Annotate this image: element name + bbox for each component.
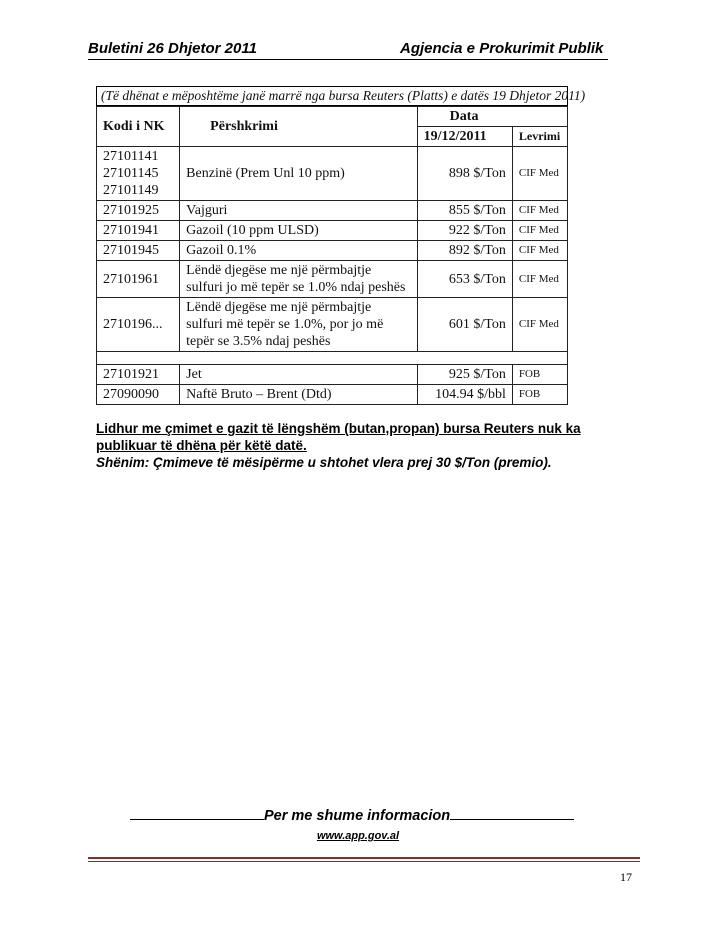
row-code: 27101945 — [97, 241, 180, 261]
footer-url[interactable] — [0, 830, 728, 842]
header-rule — [88, 59, 608, 60]
row-code: 27101921 — [97, 365, 180, 385]
row-desc: Lëndë djegëse me një përmbajtje sulfuri më tepër se 1.0%, por jo më tepër se 3.5% ndaj peshës — [180, 298, 418, 352]
row-code: 27101141 27101145 27101149 — [97, 147, 180, 201]
row-price: 601 $/Ton — [417, 298, 512, 352]
row-code: 2710196... — [97, 298, 180, 352]
row-price: 922 $/Ton — [417, 221, 512, 241]
table-row — [97, 241, 568, 261]
footer-info-text: Per me shume informacion — [264, 808, 451, 824]
row-desc: Naftë Bruto – Brent (Dtd) — [180, 385, 418, 405]
header-desc: Përshkrimi — [180, 107, 418, 147]
table-row — [97, 221, 568, 241]
row-code: 27090090 — [97, 385, 180, 405]
table-header-row — [97, 107, 568, 127]
row-delivery: CIF Med — [512, 298, 567, 352]
notes-block — [96, 420, 626, 471]
price-table-scan — [96, 86, 586, 405]
table-row — [97, 365, 568, 385]
row-delivery: FOB — [512, 365, 567, 385]
footer-rule-right — [450, 807, 574, 820]
header-data: Data — [417, 107, 567, 127]
table-row — [97, 147, 568, 201]
row-desc: Jet — [180, 365, 418, 385]
table-row — [97, 385, 568, 405]
header-delivery: Levrimi — [512, 127, 567, 147]
row-desc: Lëndë djegëse me një përmbajtje sulfuri jo më tepër se 1.0% ndaj peshës — [180, 261, 418, 298]
header-date: 19/12/2011 — [417, 127, 512, 147]
row-delivery: CIF Med — [512, 261, 567, 298]
page-number: 17 — [620, 870, 632, 884]
row-code: 27101925 — [97, 201, 180, 221]
row-delivery: CIF Med — [512, 201, 567, 221]
footer-divider-thin — [88, 861, 640, 862]
row-delivery: FOB — [512, 385, 567, 405]
premium-note: Shënim: Çmimeve të mësipërme u shtohet vlera prej 30 $/Ton (premio). — [96, 455, 552, 470]
row-desc: Vajguri — [180, 201, 418, 221]
row-desc: Gazoil 0.1% — [180, 241, 418, 261]
row-price: 653 $/Ton — [417, 261, 512, 298]
footer-info — [130, 807, 590, 824]
source-note: (Të dhënat e mëposhtëme janë marrë nga bursa Reuters (Platts) e datës 19 Dhjetor 2011) — [96, 86, 568, 106]
footer-divider — [88, 857, 640, 859]
row-price: 855 $/Ton — [417, 201, 512, 221]
row-code: 27101961 — [97, 261, 180, 298]
row-delivery: CIF Med — [512, 221, 567, 241]
footer-url-text[interactable]: www.app.gov.al — [316, 830, 400, 842]
row-price: 104.94 $/bbl — [417, 385, 512, 405]
table-gap — [97, 352, 568, 365]
row-price: 892 $/Ton — [417, 241, 512, 261]
row-code: 27101941 — [97, 221, 180, 241]
table-row — [97, 201, 568, 221]
row-delivery: CIF Med — [512, 147, 567, 201]
row-desc: Benzinë (Prem Unl 10 ppm) — [180, 147, 418, 201]
footer-rule-left — [130, 807, 264, 820]
page-header — [88, 40, 608, 60]
header-code: Kodi i NK — [97, 107, 180, 147]
row-delivery: CIF Med — [512, 241, 567, 261]
row-desc: Gazoil (10 ppm ULSD) — [180, 221, 418, 241]
table-row — [97, 261, 568, 298]
table-row — [97, 298, 568, 352]
header-right: Agjencia e Prokurimit Publik — [400, 40, 604, 57]
row-price: 925 $/Ton — [417, 365, 512, 385]
header-left: Buletini 26 Dhjetor 2011 — [88, 40, 257, 57]
row-price: 898 $/Ton — [417, 147, 512, 201]
lpg-note: Lidhur me çmimet e gazit të lëngshëm (butan,propan) bursa Reuters nuk ka publikuar të dhëna për këtë datë. — [96, 421, 581, 453]
price-table — [96, 106, 568, 405]
